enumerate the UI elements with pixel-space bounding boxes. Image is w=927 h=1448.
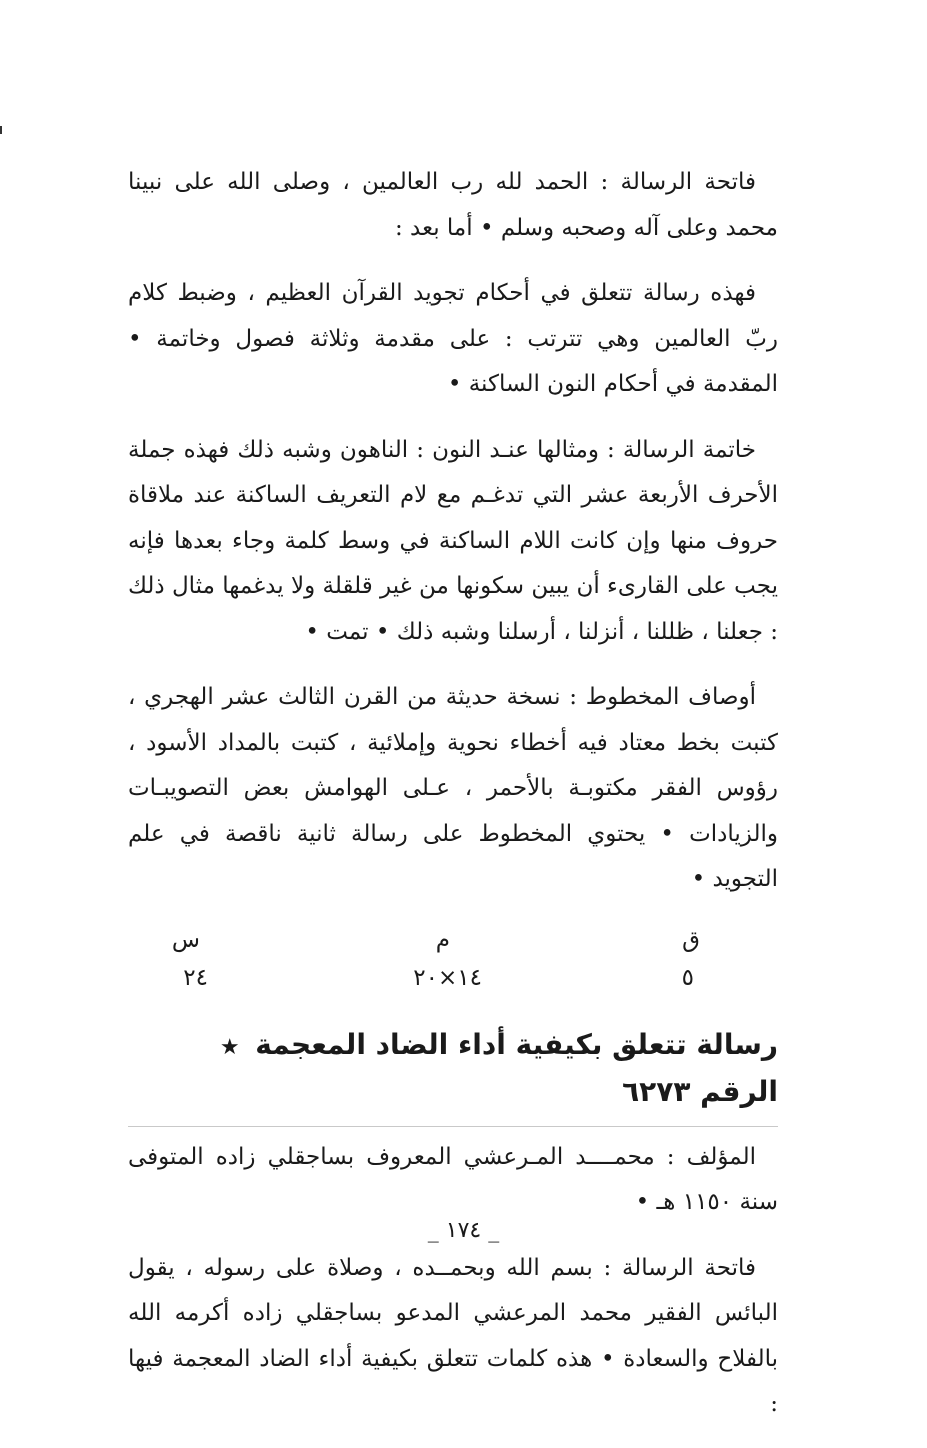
value-m: ١٤×٢٠ xyxy=(413,964,482,991)
intro-paragraph: فهذه رسالة تتعلق في أحكام تجويد القرآن العظيم ، وضبط كلام ربّ العالمين وهي تترتب : على مقدمة وثلاثة فصول وخاتمة • المقدمة في أحكام النون الساكنة • xyxy=(128,280,778,397)
scan-edge-mark xyxy=(0,126,2,134)
header-m: م xyxy=(435,926,450,953)
section-title-text: رسالة تتعلق بكيفية أداء الضاد المعجمة xyxy=(255,1027,778,1061)
header-q: ق xyxy=(682,926,700,953)
opening-paragraph: فاتحة الرسالة : الحمد لله رب العالمين ، وصلى الله على نبينا محمد وعلى آله وصحبه وسلم • أما بعد : xyxy=(128,169,778,241)
value-q: ٥ xyxy=(681,964,694,991)
closing-paragraph: خاتمة الرسالة : ومثالها عنـد النون : الناهون وشبه ذلك فهذه جملة الأحرف الأربعة عشر التي تدغـم مع لام التعريف الساكنة عند ملاقاة حروف منها وإن كانت اللام الساكنة في وسط كلمة وجاء بعدها فإنه يجب على القارىء أن يبين سكونها من غير قلقلة ولا يدغمها مثال ذلك : جعلنا ، ظللنا ، أنزلنا ، أرسلنا وشبه ذلك • تمت • xyxy=(128,436,778,645)
author-paragraph: المؤلف : محمــــد المـرعشي المعروف بساجقلي زاده المتوفى سنة ١١٥٠ هـ • xyxy=(128,1143,778,1215)
section-title xyxy=(128,1023,778,1127)
header-s: س xyxy=(171,926,200,953)
second-opening-paragraph: فاتحة الرسالة : بسم الله وبحمــده ، وصلاة على رسوله ، يقول البائس الفقير محمد المرعشي المدعو بساجقلي زاده أكرمه الله بالفلاح والسعادة • هذه كلمات تتعلق بكيفية أداء الضاد المعجمة فيها : xyxy=(128,1254,778,1417)
text-column xyxy=(128,160,778,1448)
page-number: _ ١٧٤ _ xyxy=(427,1218,500,1243)
manuscript-info-table xyxy=(128,923,778,1003)
manuscript-description-paragraph: أوصاف المخطوط : نسخة حديثة من القرن الثالث عشر الهجري ، كتبت بخط معتاد فيه أخطاء نحوية وإملائية ، كتبت بالمداد الأسود ، رؤوس الفقر مكتوبـة بالأحمر ، عـلى الهوامش بعض التصويبـات والزيادات • يحتوي المخطوط على رسالة ثانية ناقصة في علم التجويد • xyxy=(128,684,778,892)
value-s: ٢٤ xyxy=(183,964,208,991)
star-icon: ★ xyxy=(219,1034,240,1060)
section-title-number: الرقم ٦٢٧٣ xyxy=(622,1074,778,1108)
